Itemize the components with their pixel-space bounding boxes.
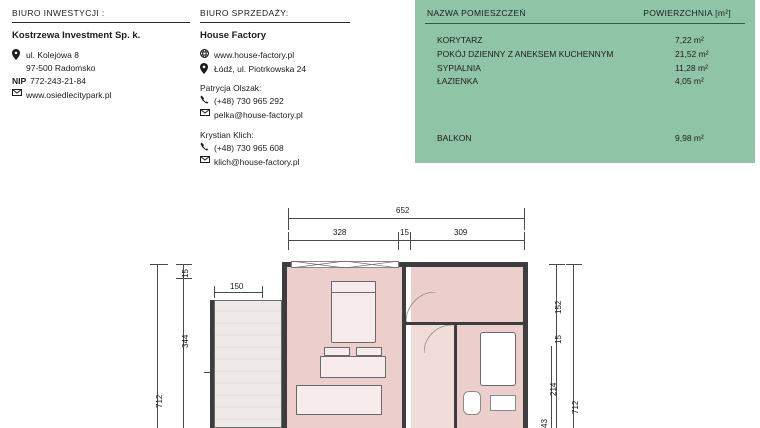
dim-total-top: 652 — [396, 206, 410, 215]
dimtick — [524, 232, 525, 250]
balcony-rail — [210, 300, 214, 428]
table-row — [425, 48, 745, 62]
dim-mid-top: 15 — [400, 228, 409, 237]
globe-icon — [200, 49, 214, 58]
balcony-area: 9,98 m² — [675, 133, 704, 143]
furniture-table — [296, 385, 382, 415]
area-table-header-area: POWIERZCHNIA [m²] — [643, 8, 731, 18]
dimline-sub-top — [288, 240, 524, 241]
contact-1-phone-text[interactable]: (+48) 730 965 292 — [214, 96, 284, 107]
floor-plan — [0, 196, 760, 428]
envelope-icon — [200, 156, 214, 163]
contact-2-phone-text[interactable]: (+48) 730 965 608 — [214, 142, 284, 153]
contact-2-email-text[interactable]: klich@house-factory.pl — [214, 156, 300, 167]
window-hatch-icon — [291, 261, 399, 268]
investor-block — [0, 0, 200, 103]
contact-1-email-text[interactable]: pelka@house-factory.pl — [214, 110, 303, 121]
dim-150: 150 — [230, 282, 244, 291]
dimline-right-chain — [556, 264, 557, 428]
sales-address — [200, 63, 415, 76]
contact-1-phone — [200, 95, 415, 108]
room-area: 11,28 m² — [675, 62, 708, 73]
dimtick — [176, 278, 192, 279]
investor-address-line1: ul. Kolejowa 8 — [26, 49, 79, 60]
area-table-header-name: NAZWA POMIESZCZEŃ — [427, 8, 526, 18]
sales-website — [200, 49, 415, 62]
sales-address-text: Łódź, ul. Piotrkowska 24 — [214, 63, 307, 74]
contact-1-name: Patrycja Olszak: — [200, 83, 262, 94]
room-area: 7,22 m² — [675, 35, 704, 45]
dimline-150 — [214, 292, 262, 293]
investor-address — [12, 49, 200, 75]
phone-icon — [200, 95, 214, 104]
envelope-icon — [12, 89, 26, 96]
sales-section-title: BIURO SPRZEDAŻY: — [200, 8, 350, 23]
area-table-header — [425, 8, 745, 24]
contact-1-email — [200, 109, 415, 122]
dimtick — [566, 264, 582, 265]
dim-right-top: 309 — [454, 228, 468, 237]
furniture-sofa-back-right — [356, 347, 382, 356]
dim-712-right: 712 — [571, 400, 580, 414]
nip-value: 772-243-21-84 — [30, 76, 86, 87]
dim-152-right: 152 — [554, 300, 563, 314]
dimline-total-top — [288, 218, 524, 219]
dimtick — [524, 208, 525, 230]
furniture-sink — [490, 395, 516, 411]
room-name: KORYTARZ — [437, 35, 483, 45]
door-arc-icon — [406, 292, 436, 322]
investor-website — [12, 89, 200, 102]
room-area: 21,52 m² — [675, 48, 709, 59]
dim-43-right: 43 — [540, 419, 549, 428]
door-arc-icon — [424, 325, 452, 353]
contact-2-email — [200, 156, 415, 169]
investor-company-name: Kostrzewa Investment Sp. k. — [12, 30, 141, 41]
room-name: POKÓJ DZIENNY Z ANEKSEM KUCHENNYM — [437, 48, 614, 59]
dimtick — [176, 264, 192, 265]
dimtick — [150, 264, 168, 265]
dimtick — [214, 286, 215, 298]
map-pin-icon — [12, 49, 26, 60]
dimtick — [288, 232, 289, 250]
investor-nip — [12, 75, 200, 88]
area-table — [415, 0, 755, 163]
dim-15-right: 15 — [554, 335, 563, 344]
sales-company-name: House Factory — [200, 30, 266, 41]
dimtick — [288, 208, 289, 230]
room-area: 4,05 m² — [675, 76, 704, 87]
wall-bathroom — [454, 325, 457, 428]
dim-15-left: 15 — [181, 269, 190, 278]
balcony-name: BALKON — [437, 133, 472, 143]
document-header — [0, 0, 760, 169]
dim-712-left: 712 — [155, 394, 164, 408]
dim-214-right: 214 — [549, 382, 558, 396]
dimtick — [410, 232, 411, 250]
area-table-rows — [425, 34, 745, 89]
dim-344-left: 344 — [181, 334, 190, 348]
furniture-sofa-back-left — [324, 347, 350, 356]
area-table-box — [415, 0, 755, 163]
dimtick — [398, 232, 399, 250]
investor-section-title: BIURO INWESTYCJI : — [12, 8, 190, 23]
table-row — [425, 34, 745, 48]
room-name: SYPIALNIA — [437, 62, 481, 73]
wall-right — [523, 262, 528, 428]
envelope-icon — [200, 109, 214, 116]
furniture-toilet — [463, 391, 481, 415]
contact-2-phone — [200, 142, 415, 155]
investor-address-line2: 97-500 Radomsko — [26, 62, 96, 73]
dimtick — [549, 264, 565, 265]
table-row-balcony — [425, 133, 745, 143]
sales-block — [200, 0, 415, 169]
furniture-sofa — [320, 356, 386, 378]
furniture-bed-pillow — [331, 281, 376, 293]
table-row — [425, 62, 745, 76]
dimtick — [262, 286, 263, 298]
investor-website-text[interactable]: www.osiedlecitypark.pl — [26, 90, 112, 101]
contact-2-name: Krystian Klich: — [200, 129, 254, 140]
furniture-bathtub — [480, 332, 516, 386]
phone-icon — [200, 142, 214, 151]
nip-label: NIP — [12, 76, 27, 87]
map-pin-icon — [200, 63, 214, 74]
balcony-hatch-icon — [215, 301, 281, 427]
dim-left-top: 328 — [333, 228, 347, 237]
table-row — [425, 75, 745, 89]
room-name: ŁAZIENKA — [437, 76, 479, 87]
sales-website-text[interactable]: www.house-factory.pl — [214, 49, 295, 60]
